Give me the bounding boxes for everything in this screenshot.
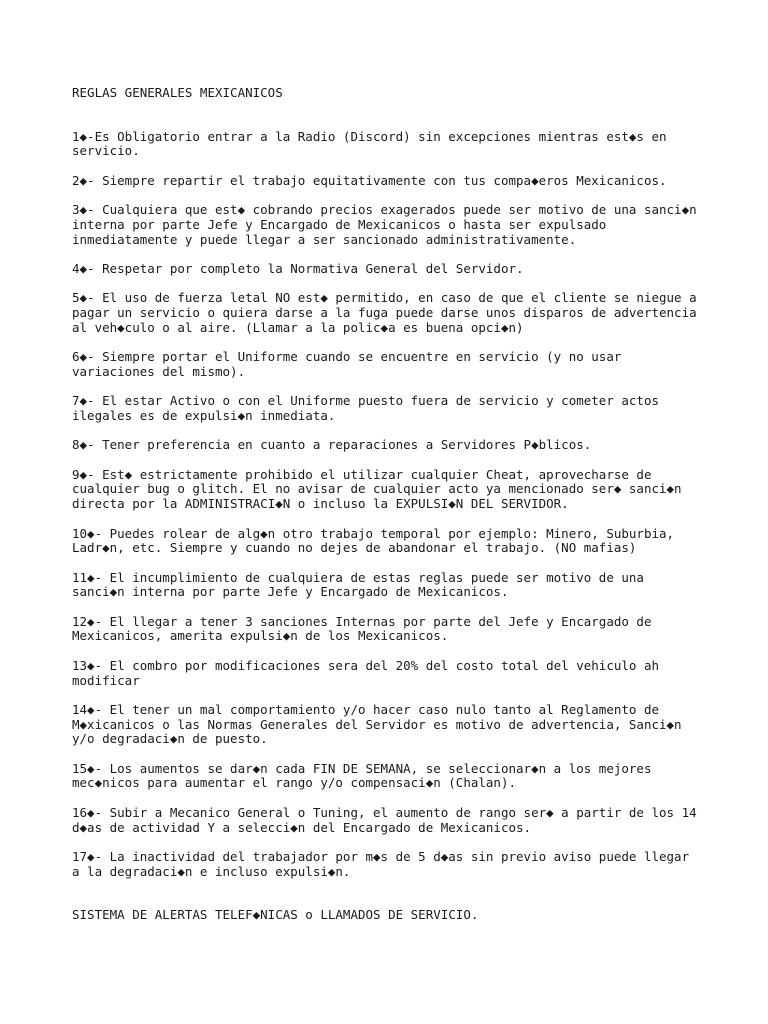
document-title: REGLAS GENERALES MEXICANICOS bbox=[72, 85, 283, 100]
rule-line: 15◆- Los aumentos se dar◆n cada FIN DE SEMANA, se seleccionar◆n a los mejores bbox=[72, 760, 652, 776]
rule-line: 14◆- El tener un mal comportamiento y/o hacer caso nulo tanto al Reglamento de bbox=[72, 701, 659, 717]
section-title-alerts: SISTEMA DE ALERTAS TELEF◆NICAS o LLAMADOS DE SERVICIO. bbox=[72, 907, 479, 923]
rule-item bbox=[72, 203, 702, 247]
rule-item bbox=[72, 350, 702, 379]
rule-line: y/o degradaci◆n de puesto. bbox=[72, 731, 268, 747]
rule-line: Ladr◆n, etc. Siempre y cuando no dejes de abandonar el trabajo. (NO mafias) bbox=[72, 540, 637, 556]
rule-line: 3◆- Cualquiera que est◆ cobrando precios exagerados puede ser motivo de una sanci◆n bbox=[72, 202, 697, 218]
rule-item bbox=[72, 850, 702, 879]
rule-line: a la degradaci◆n e incluso expulsi◆n. bbox=[72, 863, 351, 879]
rule-line: 1◆-Es Obligatorio entrar a la Radio (Discord) sin excepciones mientras est◆s en bbox=[72, 128, 667, 144]
rule-line: Mexicanicos, amerita expulsi◆n de los Mexicanicos. bbox=[72, 628, 449, 644]
rule-line: 5◆- El uso de fuerza letal NO est◆ permitido, en caso de que el cliente se niegue a bbox=[72, 290, 697, 306]
rule-item bbox=[72, 394, 702, 423]
rule-item bbox=[72, 262, 702, 277]
rule-line: sanci◆n interna por parte Jefe y Encargado de Mexicanicos. bbox=[72, 584, 509, 600]
rule-line: variaciones del mismo). bbox=[72, 363, 246, 379]
rule-line: mec◆nicos para aumentar el rango y/o compensaci◆n (Chalan). bbox=[72, 775, 517, 791]
rule-line: 9◆- Est◆ estrictamente prohibido el utilizar cualquier Cheat, aprovecharse de bbox=[72, 466, 652, 482]
rule-line: 7◆- El estar Activo o con el Uniforme puesto fuera de servicio y cometer actos bbox=[72, 393, 659, 409]
rule-item bbox=[72, 571, 702, 600]
rule-line: 16◆- Subir a Mecanico General o Tuning, el aumento de rango ser◆ a partir de los 14 bbox=[72, 804, 697, 820]
rule-line: 17◆- La inactividad del trabajador por m◆s de 5 d◆as sin previo aviso puede llegar bbox=[72, 848, 690, 864]
rule-line: ilegales es de expulsi◆n inmediata. bbox=[72, 407, 336, 423]
rule-line: al veh◆culo o al aire. (Llamar a la polic◆a es buena opci◆n) bbox=[72, 319, 524, 335]
rule-line: M◆xicanicos o las Normas Generales del Servidor es motivo de advertencia, Sanci◆n bbox=[72, 716, 682, 732]
rule-line: 12◆- El llegar a tener 3 sanciones Internas por parte del Jefe y Encargado de bbox=[72, 613, 652, 629]
rule-line: 4◆- Respetar por completo la Normativa General del Servidor. bbox=[72, 260, 524, 276]
rule-item bbox=[72, 806, 702, 835]
rule-item bbox=[72, 291, 702, 335]
rule-line: cualquier bug o glitch. El no avisar de cualquier acto ya mencionado ser◆ sanci◆n bbox=[72, 481, 682, 497]
rule-item bbox=[72, 468, 702, 512]
document-body bbox=[72, 86, 702, 923]
rule-item bbox=[72, 527, 702, 556]
rule-line: 8◆- Tener preferencia en cuanto a reparaciones a Servidores P◆blicos. bbox=[72, 437, 592, 453]
rule-line: d◆as de actividad Y a selecci◆n del Encargado de Mexicanicos. bbox=[72, 819, 532, 835]
rule-item bbox=[72, 615, 702, 644]
rule-line: 6◆- Siempre portar el Uniforme cuando se encuentre en servicio (y no usar bbox=[72, 349, 622, 365]
rule-item bbox=[72, 703, 702, 747]
rule-line: 13◆- El combro por modificaciones sera del 20% del costo total del vehiculo ah bbox=[72, 657, 659, 673]
rule-line: interna por parte Jefe y Encargado de Mexicanicos o hasta ser expulsado bbox=[72, 216, 607, 232]
rule-item bbox=[72, 438, 702, 453]
rule-line: 10◆- Puedes rolear de alg◆n otro trabajo temporal por ejemplo: Minero, Suburbia, bbox=[72, 525, 675, 541]
rules-list bbox=[72, 130, 702, 880]
rule-item bbox=[72, 174, 702, 189]
rule-line: 2◆- Siempre repartir el trabajo equitativamente con tus compa◆eros Mexicanicos. bbox=[72, 172, 667, 188]
rule-item bbox=[72, 659, 702, 688]
rule-line: modificar bbox=[72, 672, 140, 688]
rule-item bbox=[72, 130, 702, 159]
rule-line: directa por la ADMINISTRACI◆N o incluso la EXPULSI◆N DEL SERVIDOR. bbox=[72, 496, 569, 512]
rule-line: inmediatamente y puede llegar a ser sancionado administrativamente. bbox=[72, 231, 577, 247]
rule-line: pagar un servicio o quiera darse a la fuga puede darse unos disparos de advertencia bbox=[72, 305, 697, 321]
rule-line: 11◆- El incumplimiento de cualquiera de estas reglas puede ser motivo de una bbox=[72, 569, 644, 585]
rule-line: servicio. bbox=[72, 143, 140, 159]
rule-item bbox=[72, 762, 702, 791]
